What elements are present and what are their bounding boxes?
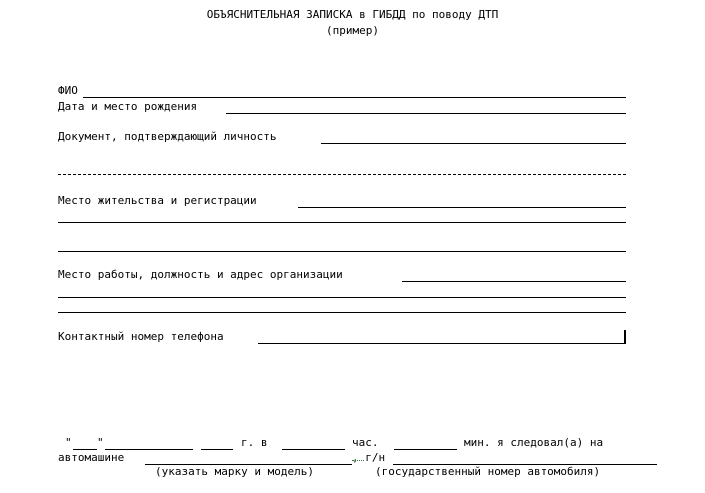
residence-line-2[interactable]: [58, 222, 626, 223]
document-subtitle: (пример): [326, 24, 379, 37]
date-open-quote: ": [65, 436, 72, 449]
caption-plate: (государственный номер автомобиля): [375, 465, 601, 478]
id-document-line[interactable]: [321, 143, 626, 144]
work-line-2[interactable]: [58, 297, 626, 298]
month-line[interactable]: [105, 449, 193, 450]
minutes-line[interactable]: [394, 449, 457, 450]
day-line[interactable]: [73, 449, 97, 450]
year-line[interactable]: [201, 449, 233, 450]
caption-model: (указать марку и модель): [155, 465, 314, 478]
document-title: ОБЪЯСНИТЕЛЬНАЯ ЗАПИСКА в ГИБДД по поводу ДТП: [206, 8, 499, 21]
date-close-quote: ": [97, 436, 104, 449]
work-line[interactable]: [402, 281, 626, 282]
residence-line-3[interactable]: [58, 251, 626, 252]
phone-label: Контактный номер телефона: [58, 330, 224, 343]
spellcheck-underline: [352, 460, 364, 461]
fio-line[interactable]: [83, 97, 626, 98]
fio-label: ФИО: [58, 84, 78, 97]
id-document-line-2[interactable]: [58, 174, 626, 175]
residence-line[interactable]: [298, 207, 626, 208]
text-cursor: [624, 330, 626, 344]
plate-label: , г/н: [352, 451, 386, 464]
car-label: автомашине: [58, 451, 125, 464]
work-label: Место работы, должность и адрес организации: [58, 268, 343, 281]
year-in-text: г. в: [241, 436, 268, 449]
minutes-text: мин. я следовал(а) на: [464, 436, 604, 449]
phone-line[interactable]: [258, 343, 626, 344]
hours-line[interactable]: [282, 449, 345, 450]
work-line-3[interactable]: [58, 312, 626, 313]
birth-line[interactable]: [226, 113, 626, 114]
birth-label: Дата и место рождения: [58, 100, 198, 113]
residence-label: Место жительства и регистрации: [58, 194, 257, 207]
hours-text: час.: [352, 436, 379, 449]
id-document-label: Документ, подтверждающий личность: [58, 130, 277, 143]
